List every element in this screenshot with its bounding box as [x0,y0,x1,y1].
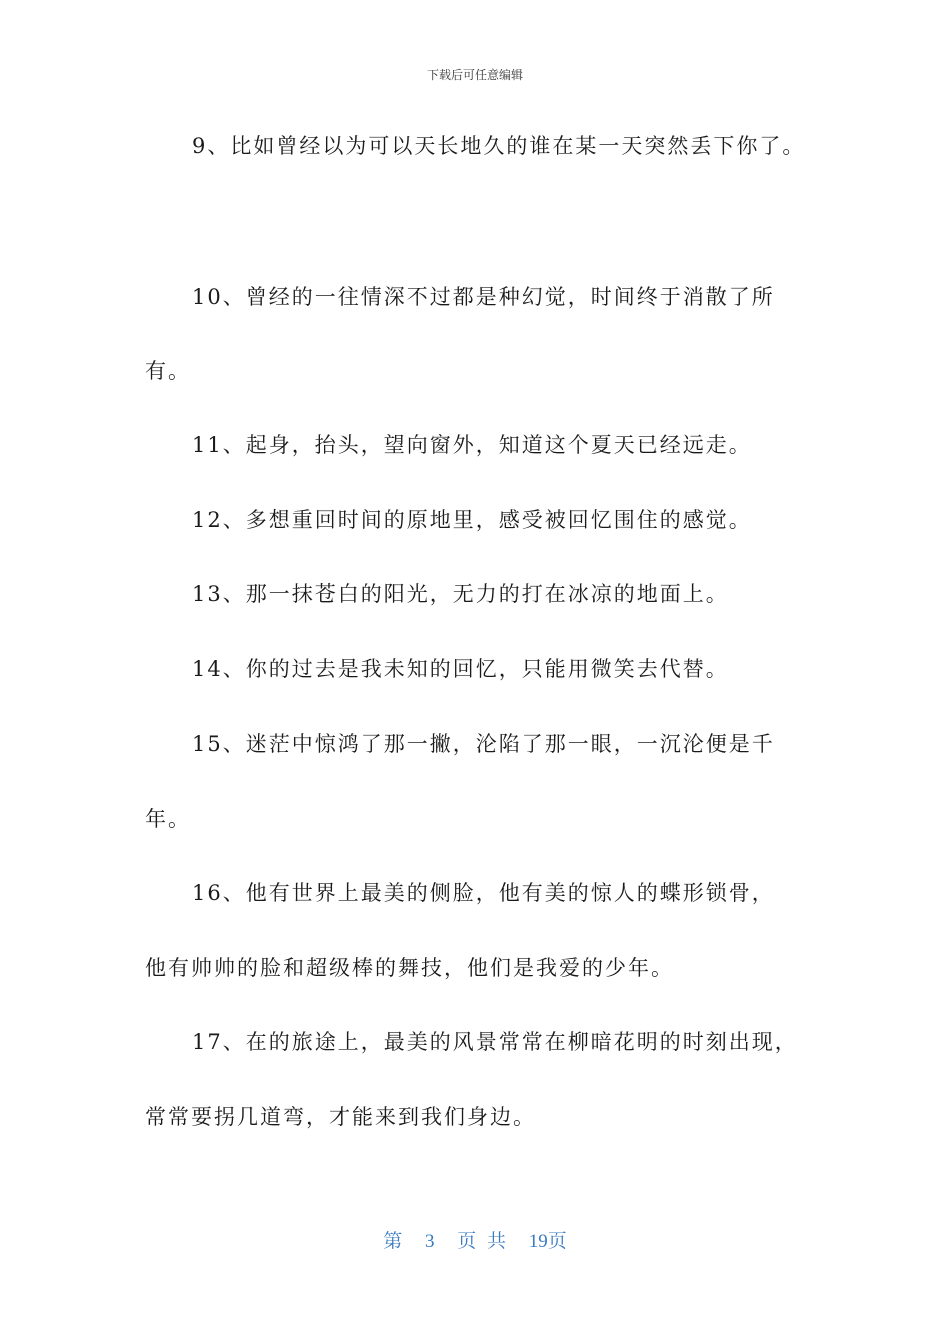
text-line: 有。 [145,359,191,383]
text-line: 12、多想重回时间的原地里，感受被回忆围住的感觉。 [192,508,752,532]
text-line: 17、在的旅途上，最美的风景常常在柳暗花明的时刻出现， [192,1030,798,1054]
text-line: 16、他有世界上最美的侧脸，他有美的惊人的蝶形锁骨， [192,881,775,905]
text-line: 11、起身，抬头，望向窗外，知道这个夏天已经远走。 [192,433,752,457]
footer-page-label: 第 [383,1231,403,1252]
text-line: 13、那一抹苍白的阳光，无力的打在冰凉的地面上。 [192,582,729,606]
text-line: 年。 [145,807,191,831]
text-line: 15、迷茫中惊鸿了那一撇，沦陷了那一眼，一沉沦便是千 [192,732,775,756]
footer-total-pages: 19页 [528,1231,567,1252]
footer-of-label: 页 共 [457,1231,506,1252]
footer-current-page: 3 [424,1231,435,1252]
page-header: 下载后可任意编辑 [426,68,523,82]
text-line: 10、曾经的一往情深不过都是种幻觉，时间终于消散了所 [192,285,775,309]
text-line: 常常要拐几道弯，才能来到我们身边。 [145,1105,536,1129]
page-footer [0,1226,950,1253]
text-line: 14、你的过去是我未知的回忆，只能用微笑去代替。 [192,657,729,681]
text-line: 他有帅帅的脸和超级棒的舞技，他们是我爱的少年。 [145,956,674,980]
text-line: 9、比如曾经以为可以天长地久的谁在某一天突然丢下你了。 [192,134,806,158]
